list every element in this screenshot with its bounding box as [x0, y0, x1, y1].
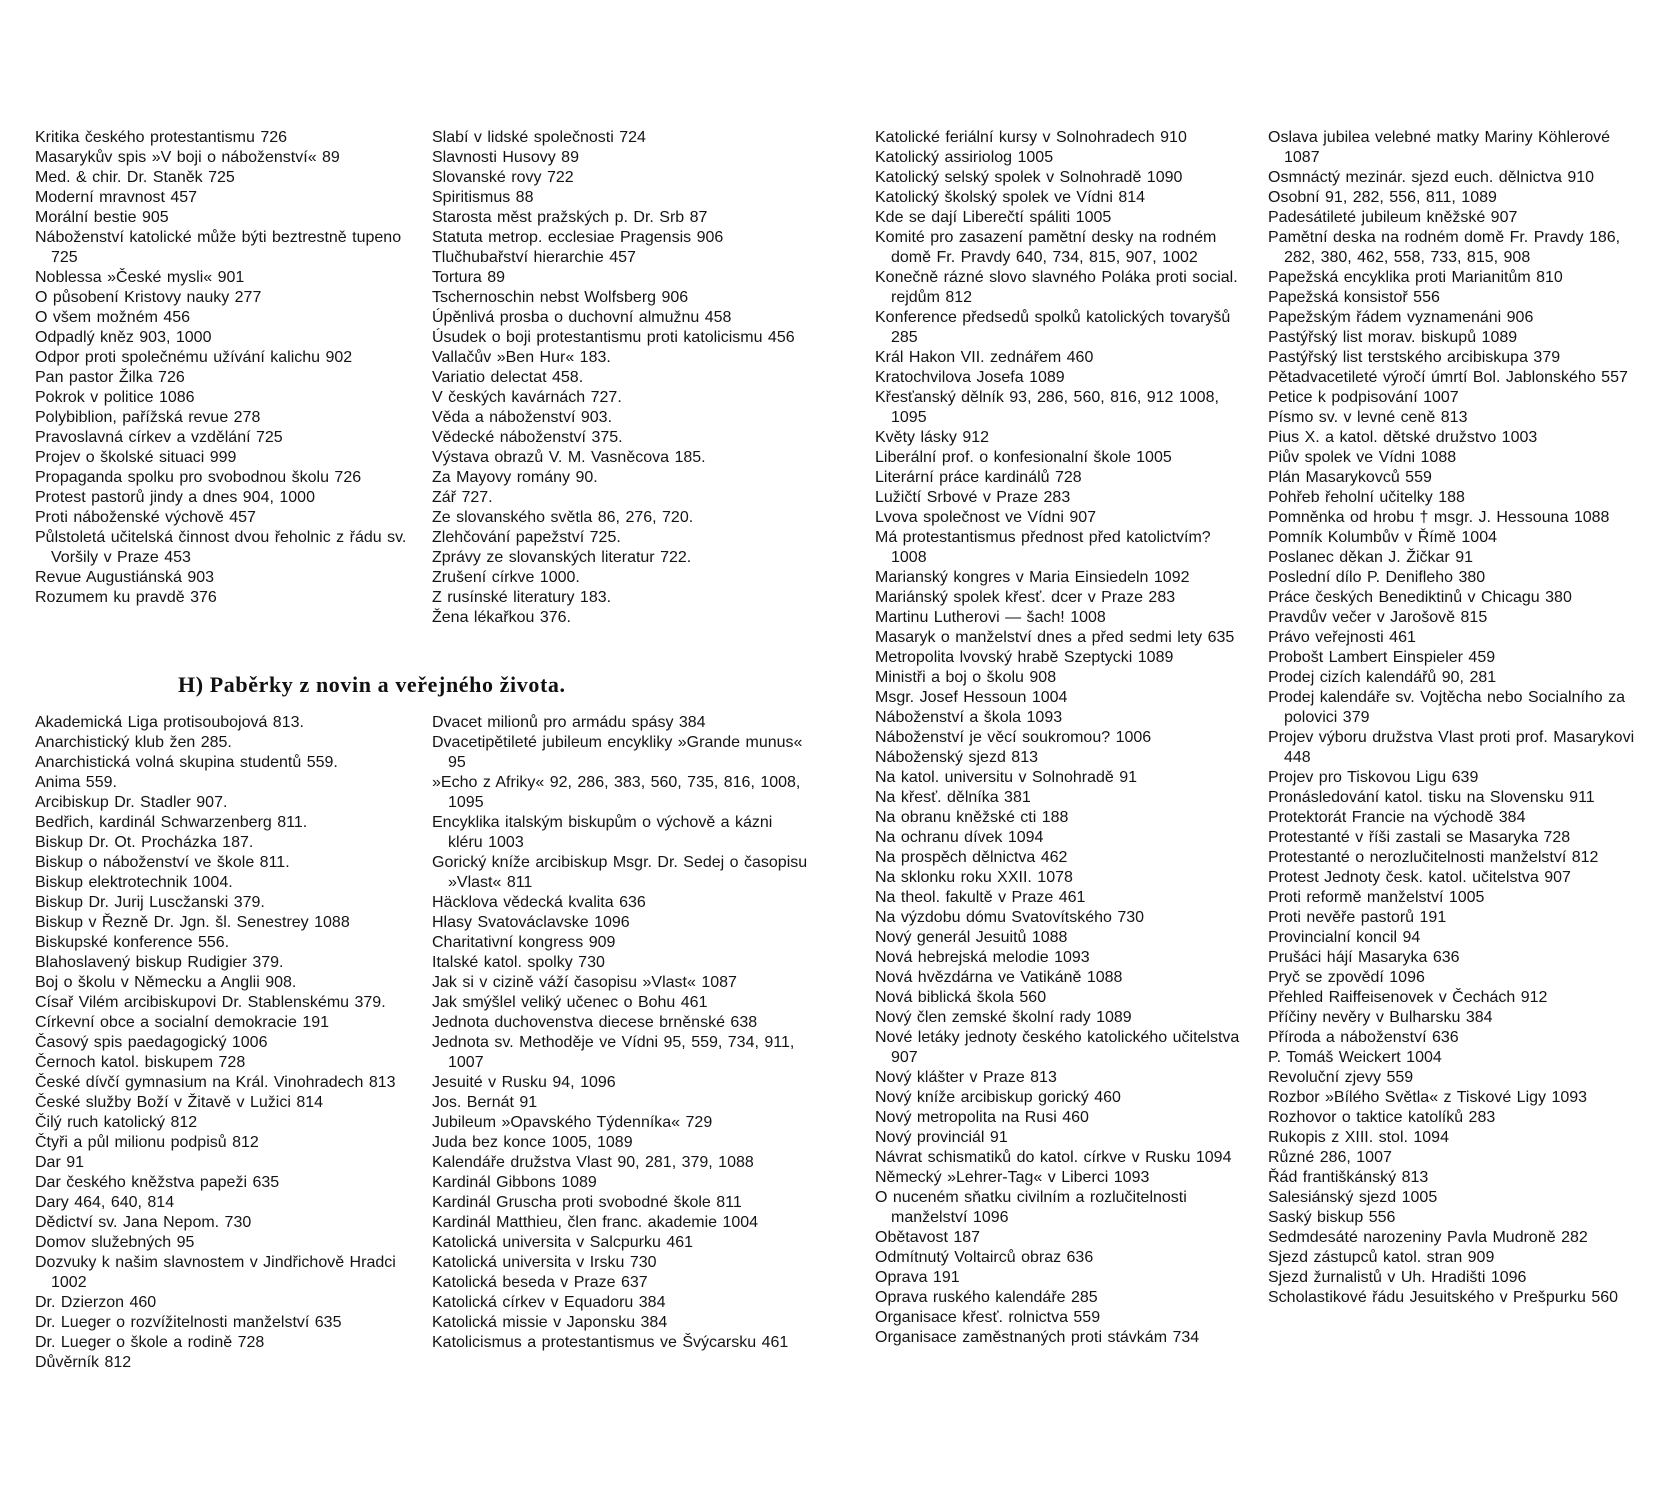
index-entry: Anarchistický klub žen 285. — [35, 734, 232, 751]
index-entry: Sjezd žurnalistů v Uh. Hradišti 1096 — [1268, 1269, 1527, 1286]
index-entry: Konference předsedů spolků katolických tovaryšů 285 — [875, 309, 1231, 346]
index-entry: Jak smýšlel veliký učenec o Bohu 461 — [432, 994, 708, 1011]
index-entry: Na prospěch dělnictva 462 — [875, 849, 1068, 866]
index-entry: Organisace křesť. rolnictva 559 — [875, 1309, 1101, 1326]
index-entry: Nová hvězdárna ve Vatikáně 1088 — [875, 969, 1123, 986]
index-column-lower-middle — [432, 713, 812, 1353]
index-entry: Zlehčování papežství 725. — [432, 529, 621, 546]
index-entry: Kde se dají Liberečtí spáliti 1005 — [875, 209, 1112, 226]
index-entry: Na ochranu dívek 1094 — [875, 829, 1044, 846]
index-entry: Pravoslavná církev a vzdělání 725 — [35, 429, 283, 446]
index-entry: Protestanté o nerozlučitelnosti manželství 812 — [1268, 849, 1599, 866]
index-entry: Pryč se zpovědí 1096 — [1268, 969, 1425, 986]
index-entry: Med. & chir. Dr. Staněk 725 — [35, 169, 235, 186]
index-entry: Variatio delectat 458. — [432, 369, 584, 386]
index-entry: Katolická beseda v Praze 637 — [432, 1274, 648, 1291]
index-entry: Liberální prof. o konfesionalní škole 1005 — [875, 449, 1172, 466]
index-entry: Oprava 191 — [875, 1269, 960, 1286]
index-entry: Protest Jednoty česk. katol. učitelstva 907 — [1268, 869, 1571, 886]
index-entry: Biskup elektrotechnik 1004. — [35, 874, 233, 891]
index-entry: Anarchistická volná skupina studentů 559. — [35, 754, 338, 771]
index-entry: Projev výboru družstva Vlast proti prof. Masarykovi 448 — [1268, 729, 1635, 766]
index-entry: Jesuité v Rusku 94, 1096 — [432, 1074, 616, 1091]
index-entry: Spiritismus 88 — [432, 189, 534, 206]
index-entry: Scholastikové řádu Jesuitského v Prešpurku 560 — [1268, 1289, 1619, 1306]
index-entry: Katolické feriální kursy v Solnohradech 910 — [875, 129, 1187, 146]
index-entry: Msgr. Josef Hessoun 1004 — [875, 689, 1068, 706]
index-entry: Bedřich, kardinál Schwarzenberg 811. — [35, 814, 308, 831]
index-entry: Náboženství katolické může býti beztrestně tupeno 725 — [35, 229, 402, 266]
index-entry: Italské katol. spolky 730 — [432, 954, 605, 971]
index-entry: Poslanec děkan J. Žičkar 91 — [1268, 549, 1473, 566]
index-entry: Komité pro zasazení pamětní desky na rodném domě Fr. Pravdy 640, 734, 815, 907, 1002 — [875, 229, 1217, 266]
index-entry: Důvěrník 812 — [35, 1354, 132, 1371]
index-entry: Katolická universita v Irsku 730 — [432, 1254, 657, 1271]
index-entry: Dědictví sv. Jana Nepom. 730 — [35, 1214, 252, 1231]
index-entry: Papežská konsistoř 556 — [1268, 289, 1440, 306]
index-entry: Na výzdobu dómu Svatovítského 730 — [875, 909, 1145, 926]
index-entry: Proti nevěře pastorů 191 — [1268, 909, 1447, 926]
index-entry: České dívčí gymnasium na Král. Vinohradech 813 — [35, 1074, 396, 1091]
index-entry: Nový metropolita na Rusi 460 — [875, 1109, 1089, 1126]
index-entry: Výstava obrazů V. M. Vasněcova 185. — [432, 449, 706, 466]
index-entry: Statuta metrop. ecclesiae Pragensis 906 — [432, 229, 724, 246]
index-entry: Blahoslavený biskup Rudigier 379. — [35, 954, 284, 971]
index-entry: Charitativní kongress 909 — [432, 934, 616, 951]
index-entry: Kardinál Matthieu, člen franc. akademie 1004 — [432, 1214, 759, 1231]
index-entry: Kardinál Gibbons 1089 — [432, 1174, 597, 1191]
index-entry: Jak si v cizině váží časopisu »Vlast« 1087 — [432, 974, 737, 991]
index-entry: Dar českého kněžstva papeži 635 — [35, 1174, 280, 1191]
index-entry: Kalendáře družstva Vlast 90, 281, 379, 1088 — [432, 1154, 754, 1171]
index-entry: Rukopis z XIII. stol. 1094 — [1268, 1129, 1449, 1146]
index-entry: Jos. Bernát 91 — [432, 1094, 538, 1111]
index-entry: Pomněnka od hrobu † msgr. J. Hessouna 1088 — [1268, 509, 1610, 526]
index-entry: Rozumem ku pravdě 376 — [35, 589, 217, 606]
index-entry: Dr. Lueger o rozvížitelnosti manželství 635 — [35, 1314, 342, 1331]
index-entry: Čtyři a půl milionu podpisů 812 — [35, 1134, 259, 1151]
index-entry: Probošt Lambert Einspieler 459 — [1268, 649, 1496, 666]
index-entry: Domov služebných 95 — [35, 1234, 195, 1251]
index-entry: Dar 91 — [35, 1154, 85, 1171]
index-entry: Ministři a boj o školu 908 — [875, 669, 1057, 686]
index-entry: Propaganda spolku pro svobodnou školu 726 — [35, 469, 362, 486]
index-entry: Dvacet milionů pro armádu spásy 384 — [432, 714, 706, 731]
index-entry: Arcibiskup Dr. Stadler 907. — [35, 794, 228, 811]
index-entry: Nová hebrejská melodie 1093 — [875, 949, 1090, 966]
index-entry: Časový spis paedagogický 1006 — [35, 1034, 268, 1051]
index-entry: Projev o školské situaci 999 — [35, 449, 237, 466]
index-entry: Písmo sv. v levné ceně 813 — [1268, 409, 1468, 426]
index-entry: Oprava ruského kalendáře 285 — [875, 1289, 1098, 1306]
index-entry: Lvova společnost ve Vídni 907 — [875, 509, 1097, 526]
index-entry: Pravdův večer v Jarošově 815 — [1268, 609, 1488, 626]
index-entry: Kritika českého protestantismu 726 — [35, 129, 288, 146]
index-entry: Příčiny nevěry v Bulharsku 384 — [1268, 1009, 1493, 1026]
index-entry: Půlstoletá učitelská činnost dvou řeholnic z řádu sv. Voršily v Praze 453 — [35, 529, 407, 566]
index-entry: Katolická církev v Equadoru 384 — [432, 1294, 666, 1311]
index-entry: Prodej cizích kalendářů 90, 281 — [1268, 669, 1497, 686]
index-entry: Osmnáctý mezinár. sjezd euch. dělnictva 910 — [1268, 169, 1595, 186]
index-entry: Návrat schismatiků do katol. církve v Rusku 1094 — [875, 1149, 1232, 1166]
index-entry: Juda bez konce 1005, 1089 — [432, 1134, 633, 1151]
index-entry: Proti náboženské výchově 457 — [35, 509, 256, 526]
index-entry: Dvacetipětileté jubileum encykliky »Grande munus« 95 — [432, 734, 803, 771]
index-entry: Revoluční zjevy 559 — [1268, 1069, 1414, 1086]
index-entry: Saský biskup 556 — [1268, 1209, 1396, 1226]
section-heading: H) Paběrky z novin a veřejného života. — [178, 672, 566, 697]
index-entry: Sjezd zástupců katol. stran 909 — [1268, 1249, 1495, 1266]
index-entry: Mariánský spolek křesť. dcer v Praze 283 — [875, 589, 1176, 606]
index-entry: Nový generál Jesuitů 1088 — [875, 929, 1068, 946]
index-entry: Na křesť. dělníka 381 — [875, 789, 1031, 806]
index-entry: Plán Masarykovců 559 — [1268, 469, 1432, 486]
index-entry: Úpěnlivá prosba o duchovní almužnu 458 — [432, 309, 732, 326]
index-entry: Papežská encyklika proti Marianitům 810 — [1268, 269, 1563, 286]
index-entry: Právo veřejnosti 461 — [1268, 629, 1416, 646]
index-column-right-page-left — [875, 128, 1247, 1348]
index-entry: Nový člen zemské školní rady 1089 — [875, 1009, 1132, 1026]
index-column-lower-left — [35, 713, 420, 1373]
index-entry: Padesátileté jubileum kněžské 907 — [1268, 209, 1518, 226]
index-entry: Katolická missie v Japonsku 384 — [432, 1314, 668, 1331]
index-entry: Protestanté v říši zastali se Masaryka 728 — [1268, 829, 1571, 846]
index-entry: Prodej kalendáře sv. Vojtěcha nebo Socialního za polovici 379 — [1268, 689, 1626, 726]
index-entry: Odpor proti společnému užívání kalichu 902 — [35, 349, 353, 366]
index-entry: Marianský kongres v Maria Einsiedeln 1092 — [875, 569, 1190, 586]
index-entry: Černoch katol. biskupem 728 — [35, 1054, 246, 1071]
index-entry: Tschernoschin nebst Wolfsberg 906 — [432, 289, 689, 306]
index-entry: Revue Augustiánská 903 — [35, 569, 215, 586]
index-entry: Pronásledování katol. tisku na Slovensku 911 — [1268, 789, 1595, 806]
index-entry: Gorický kníže arcibiskup Msgr. Dr. Sedej o časopisu »Vlast« 811 — [432, 854, 808, 891]
index-entry: Květy lásky 912 — [875, 429, 990, 446]
index-entry: Rozhovor o taktice katolíků 283 — [1268, 1109, 1496, 1126]
index-entry: Konečně rázné slovo slavného Poláka proti social. rejdům 812 — [875, 269, 1238, 306]
index-entry: Petice k podpisování 1007 — [1268, 389, 1459, 406]
index-entry: Náboženský sjezd 813 — [875, 749, 1038, 766]
index-entry: Pokrok v politice 1086 — [35, 389, 195, 406]
index-column-upper-left — [35, 128, 420, 608]
index-entry: Masaryk o manželství dnes a před sedmi lety 635 — [875, 629, 1235, 646]
index-entry: Martinu Lutherovi — šach! 1008 — [875, 609, 1106, 626]
index-entry: Dr. Lueger o škole a rodině 728 — [35, 1334, 265, 1351]
index-entry: Církevní obce a socialní demokracie 191 — [35, 1014, 330, 1031]
index-entry: Vědecké náboženství 375. — [432, 429, 623, 446]
index-entry: Prušáci hájí Masaryka 636 — [1268, 949, 1460, 966]
index-entry: Protektorát Francie na východě 384 — [1268, 809, 1526, 826]
index-entry: Provincialní koncil 94 — [1268, 929, 1421, 946]
index-entry: Anima 559. — [35, 774, 117, 791]
index-entry: Protest pastorů jindy a dnes 904, 1000 — [35, 489, 315, 506]
index-entry: Čilý ruch katolický 812 — [35, 1114, 198, 1131]
index-entry: Nový provinciál 91 — [875, 1129, 1008, 1146]
index-entry: Noblessa »České mysli« 901 — [35, 269, 245, 286]
index-entry: Starosta měst pražských p. Dr. Srb 87 — [432, 209, 708, 226]
index-entry: Zprávy ze slovanských literatur 722. — [432, 549, 692, 566]
index-entry: Rozbor »Bílého Světla« z Tiskové Ligy 1093 — [1268, 1089, 1588, 1106]
index-entry: Hlasy Svatováclavske 1096 — [432, 914, 630, 931]
index-entry: P. Tomáš Weickert 1004 — [1268, 1049, 1442, 1066]
index-entry: Dozvuky k našim slavnostem v Jindřichově Hradci 1002 — [35, 1254, 396, 1291]
index-entry: Häcklova vědecká kvalita 636 — [432, 894, 646, 911]
index-entry: Kardinál Gruscha proti svobodné škole 811 — [432, 1194, 742, 1211]
index-entry: O nuceném sňatku civilním a rozlučitelnosti manželství 1096 — [875, 1189, 1187, 1226]
index-entry: Jednota sv. Methoděje ve Vídni 95, 559, 734, 911, 1007 — [432, 1034, 795, 1071]
index-entry: Polybiblion, pařížská revue 278 — [35, 409, 261, 426]
index-entry: Pan pastor Žilka 726 — [35, 369, 185, 386]
index-entry: Pastýřský list terstského arcibiskupa 379 — [1268, 349, 1561, 366]
index-entry: Biskup Dr. Ot. Procházka 187. — [35, 834, 254, 851]
index-entry: Na obranu kněžské cti 188 — [875, 809, 1069, 826]
index-entry: Salesiánský sjezd 1005 — [1268, 1189, 1438, 1206]
index-entry: Jubileum »Opavského Týdenníka« 729 — [432, 1114, 713, 1131]
index-entry: Moderní mravnost 457 — [35, 189, 198, 206]
index-entry: Biskupské konference 556. — [35, 934, 230, 951]
index-column-upper-middle — [432, 128, 812, 628]
index-entry: Náboženství je věcí soukromou? 1006 — [875, 729, 1152, 746]
index-entry: Katolicismus a protestantismus ve Švýcarsku 461 — [432, 1334, 789, 1351]
index-entry: Katolický selský spolek v Solnohradě 1090 — [875, 169, 1183, 186]
index-entry: Akademická Liga protisoubojová 813. — [35, 714, 304, 731]
index-entry: V českých kavárnách 727. — [432, 389, 622, 406]
index-entry: Pětadvacetileté výročí úmrtí Bol. Jablonského 557 — [1268, 369, 1628, 386]
index-entry: Nová biblická škola 560 — [875, 989, 1047, 1006]
index-entry: Přehled Raiffeisenovek v Čechách 912 — [1268, 989, 1548, 1006]
index-entry: Biskup o náboženství ve škole 811. — [35, 854, 290, 871]
index-entry: Nový klášter v Praze 813 — [875, 1069, 1057, 1086]
index-entry: Slovanské rovy 722 — [432, 169, 574, 186]
index-entry: Pomník Kolumbův v Římě 1004 — [1268, 529, 1497, 546]
index-entry: Křesťanský dělník 93, 286, 560, 816, 912 1008, 1095 — [875, 389, 1219, 426]
index-entry: Piův spolek ve Vídni 1088 — [1268, 449, 1457, 466]
index-entry: Kratochvilova Josefa 1089 — [875, 369, 1065, 386]
index-entry: Zrušení církve 1000. — [432, 569, 580, 586]
index-entry: Jednota duchovenstva diecese brněnské 638 — [432, 1014, 758, 1031]
index-entry: Dr. Dzierzon 460 — [35, 1294, 157, 1311]
index-entry: Katolická universita v Salcpurku 461 — [432, 1234, 694, 1251]
index-entry: »Echo z Afriky« 92, 286, 383, 560, 735, 816, 1008, 1095 — [432, 774, 801, 811]
index-entry: Organisace zaměstnaných proti stávkám 734 — [875, 1329, 1200, 1346]
index-entry: Biskup Dr. Jurij Luscžanski 379. — [35, 894, 265, 911]
index-entry: Řád františkánský 813 — [1268, 1169, 1429, 1186]
index-entry: Oslava jubilea velebné matky Mariny Köhlerové 1087 — [1268, 129, 1611, 166]
index-entry: Slabí v lidské společnosti 724 — [432, 129, 646, 146]
index-entry: Císař Vilém arcibiskupovi Dr. Stablenskému 379. — [35, 994, 386, 1011]
index-entry: Morální bestie 905 — [35, 209, 169, 226]
index-entry: Německý »Lehrer-Tag« v Liberci 1093 — [875, 1169, 1150, 1186]
index-entry: Odmítnutý Voltairců obraz 636 — [875, 1249, 1094, 1266]
index-entry: Pius X. a katol. dětské družstvo 1003 — [1268, 429, 1538, 446]
index-entry: Příroda a náboženství 636 — [1268, 1029, 1459, 1046]
index-entry: Tlučhubařství hierarchie 457 — [432, 249, 636, 266]
index-entry: Katolický assiriolog 1005 — [875, 149, 1054, 166]
index-entry: Literární práce kardinálů 728 — [875, 469, 1082, 486]
index-entry: Osobní 91, 282, 556, 811, 1089 — [1268, 189, 1497, 206]
index-entry: Ze slovanského světla 86, 276, 720. — [432, 509, 694, 526]
index-entry: Lužičtí Srbové v Praze 283 — [875, 489, 1071, 506]
index-entry: Katolický školský spolek ve Vídni 814 — [875, 189, 1146, 206]
index-entry: Boj o školu v Německu a Anglii 908. — [35, 974, 297, 991]
index-entry: Na sklonku roku XXII. 1078 — [875, 869, 1073, 886]
index-entry: Úsudek o boji protestantismu proti katolicismu 456 — [432, 329, 795, 346]
index-entry: Za Mayovy romány 90. — [432, 469, 598, 486]
index-entry: Pohřeb řeholní učitelky 188 — [1268, 489, 1465, 506]
index-entry: Odpadlý kněz 903, 1000 — [35, 329, 212, 346]
index-entry: Masarykův spis »V boji o náboženství« 89 — [35, 149, 340, 166]
index-column-right-page-right — [1268, 128, 1638, 1308]
index-entry: Nové letáky jednoty českého katolického učitelstva 907 — [875, 1029, 1240, 1066]
index-entry: Různé 286, 1007 — [1268, 1149, 1392, 1166]
index-entry: Pamětní deska na rodném domě Fr. Pravdy 186, 282, 380, 462, 558, 733, 815, 908 — [1268, 229, 1621, 266]
index-entry: Má protestantismus přednost před katolictvím? 1008 — [875, 529, 1211, 566]
index-entry: Z rusínské literatury 183. — [432, 589, 612, 606]
index-entry: Sedmdesáté narozeniny Pavla Mudroně 282 — [1268, 1229, 1588, 1246]
index-entry: Věda a náboženství 903. — [432, 409, 613, 426]
index-entry: Metropolita lvovský hrabě Szeptycki 1089 — [875, 649, 1174, 666]
index-entry: Práce českých Benediktinů v Chicagu 380 — [1268, 589, 1572, 606]
index-entry: Biskup v Řezně Dr. Jgn. šl. Senestrey 1088 — [35, 914, 350, 931]
index-entry: Na katol. universitu v Solnohradě 91 — [875, 769, 1138, 786]
index-entry: Nový kníže arcibiskup gorický 460 — [875, 1089, 1121, 1106]
index-entry: Pastýřský list morav. biskupů 1089 — [1268, 329, 1518, 346]
index-entry: Zář 727. — [432, 489, 493, 506]
index-entry: Papežským řádem vyznamenáni 906 — [1268, 309, 1534, 326]
index-entry: Encyklika italským biskupům o výchově a kázni kléru 1003 — [432, 814, 773, 851]
index-entry: Slavnosti Husovy 89 — [432, 149, 579, 166]
index-entry: O působení Kristovy nauky 277 — [35, 289, 262, 306]
index-entry: Na theol. fakultě v Praze 461 — [875, 889, 1086, 906]
index-entry: Vallačův »Ben Hur« 183. — [432, 349, 611, 366]
index-entry: O všem možném 456 — [35, 309, 191, 326]
index-entry: České služby Boží v Žitavě v Lužici 814 — [35, 1094, 324, 1111]
index-entry: Tortura 89 — [432, 269, 506, 286]
index-entry: Proti reformě manželství 1005 — [1268, 889, 1485, 906]
index-entry: Žena lékařkou 376. — [432, 609, 571, 626]
index-entry: Dary 464, 640, 814 — [35, 1194, 175, 1211]
index-entry: Obětavost 187 — [875, 1229, 981, 1246]
index-entry: Projev pro Tiskovou Ligu 639 — [1268, 769, 1479, 786]
index-entry: Náboženství a škola 1093 — [875, 709, 1063, 726]
index-entry: Král Hakon VII. zednářem 460 — [875, 349, 1094, 366]
index-entry: Poslední dílo P. Denifleho 380 — [1268, 569, 1486, 586]
